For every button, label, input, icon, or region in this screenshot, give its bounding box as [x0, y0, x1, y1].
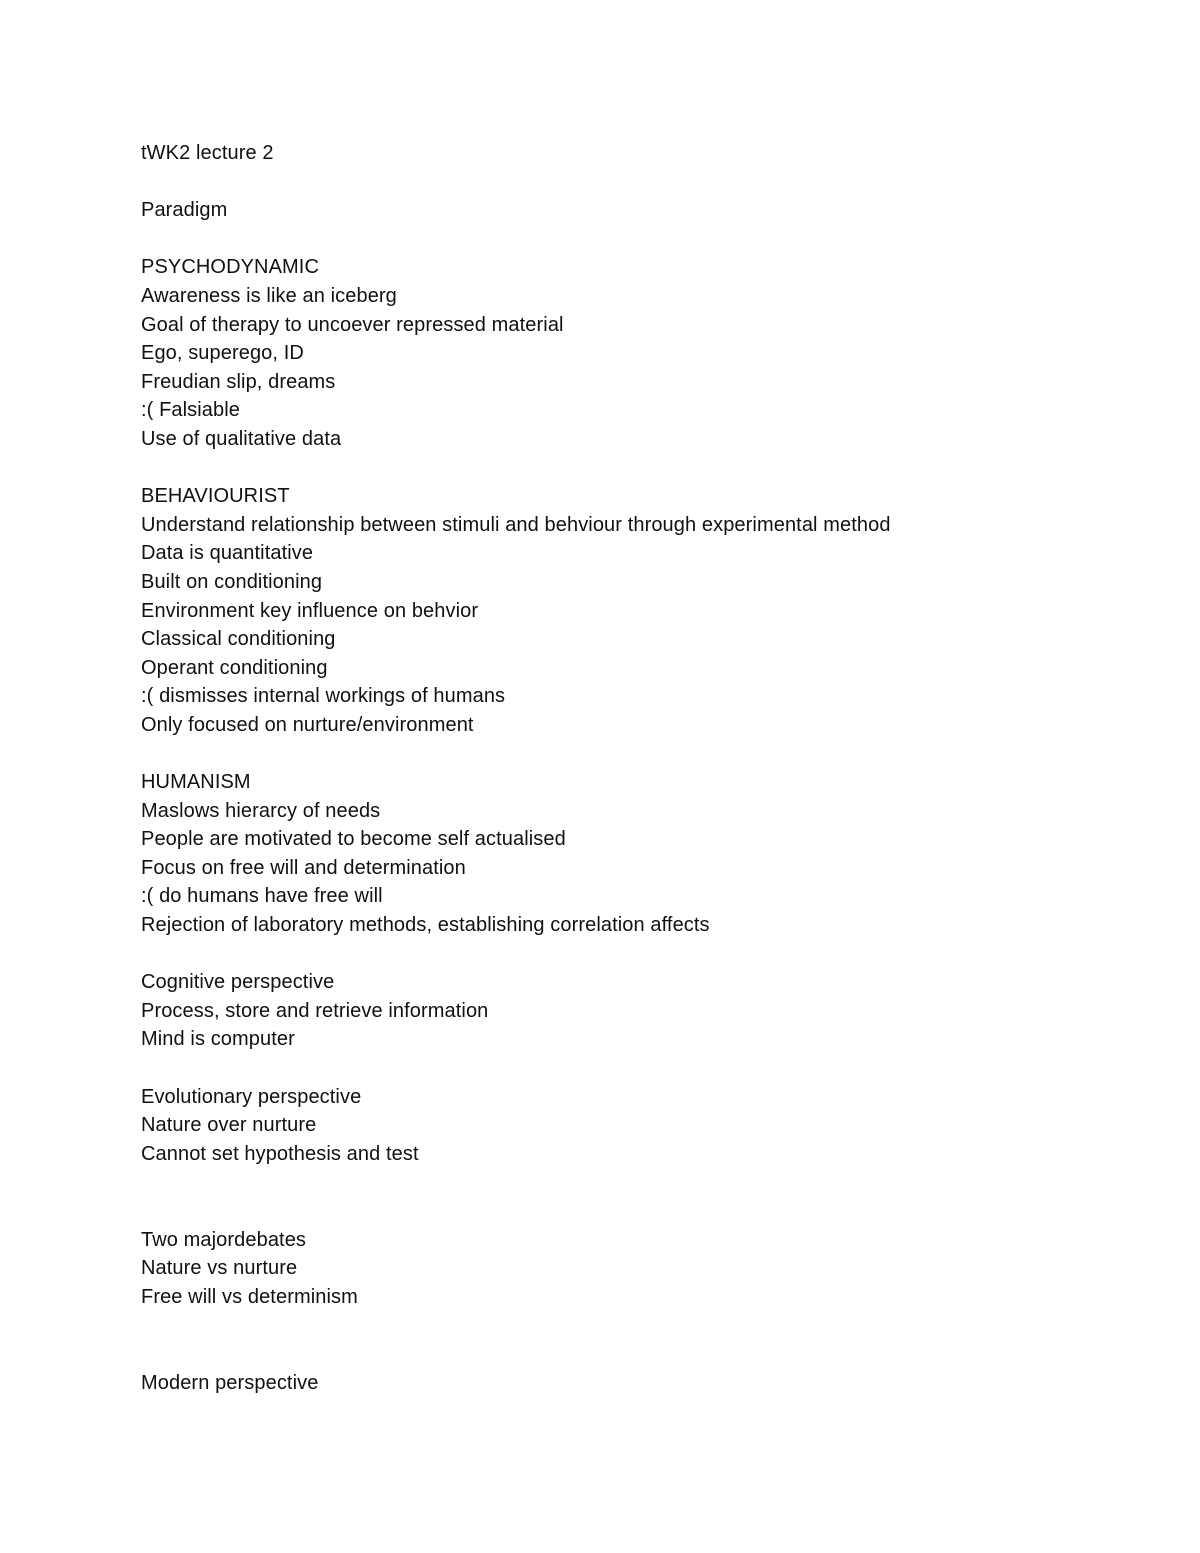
- section-heading-cognitive: Cognitive perspective: [141, 971, 335, 994]
- section-heading-humanism: HUMANISM: [141, 771, 251, 794]
- note-line: People are motivated to become self actualised: [141, 828, 566, 851]
- document-body: [141, 139, 1141, 1397]
- blank-line: [141, 1054, 1141, 1083]
- note-line: Use of qualitative data: [141, 427, 342, 450]
- blank-line: [141, 1168, 1141, 1197]
- note-line: Environment key influence on behvior: [141, 599, 479, 622]
- note-line: Process, store and retrieve information: [141, 999, 489, 1022]
- note-line: Rejection of laboratory methods, establishing correlation affects: [141, 914, 710, 937]
- intro-line: Paradigm: [141, 199, 228, 222]
- note-line: Goal of therapy to uncoever repressed material: [141, 313, 564, 336]
- blank-line: [141, 1311, 1141, 1340]
- note-line: Cannot set hypothesis and test: [141, 1142, 419, 1165]
- document-title: tWK2 lecture 2: [141, 142, 274, 164]
- blank-line: [141, 454, 1141, 483]
- section-heading-modern: Modern perspective: [141, 1371, 319, 1394]
- note-line: Nature over nurture: [141, 1114, 317, 1137]
- blank-line: [141, 225, 1141, 254]
- note-line: :( Falsiable: [141, 399, 241, 422]
- note-line: Only focused on nurture/environment: [141, 713, 474, 736]
- note-line: Freudian slip, dreams: [141, 370, 336, 393]
- note-line: Ego, superego, ID: [141, 342, 304, 365]
- blank-line: [141, 168, 1141, 197]
- note-line: Understand relationship between stimuli and behviour through experimental method: [141, 513, 891, 536]
- note-line: Mind is computer: [141, 1028, 295, 1051]
- note-line: Awareness is like an iceberg: [141, 284, 397, 307]
- note-line: Built on conditioning: [141, 570, 323, 593]
- section-heading-psychodynamic: PSYCHODYNAMIC: [141, 256, 319, 279]
- blank-line: [141, 739, 1141, 768]
- note-line: :( do humans have free will: [141, 885, 383, 908]
- section-heading-behaviourist: BEHAVIOURIST: [141, 485, 290, 508]
- blank-line: [141, 1197, 1141, 1226]
- note-line: Focus on free will and determination: [141, 856, 466, 879]
- section-heading-evolutionary: Evolutionary perspective: [141, 1085, 362, 1108]
- note-line: :( dismisses internal workings of humans: [141, 685, 506, 708]
- blank-line: [141, 940, 1141, 969]
- note-line: Free will vs determinism: [141, 1285, 358, 1308]
- section-heading-debates: Two majordebates: [141, 1228, 307, 1251]
- blank-line: [141, 1340, 1141, 1369]
- note-line: Nature vs nurture: [141, 1257, 298, 1280]
- note-line: Data is quantitative: [141, 542, 314, 565]
- note-line: Classical conditioning: [141, 628, 336, 651]
- note-line: Maslows hierarcy of needs: [141, 799, 381, 822]
- note-line: Operant conditioning: [141, 656, 328, 679]
